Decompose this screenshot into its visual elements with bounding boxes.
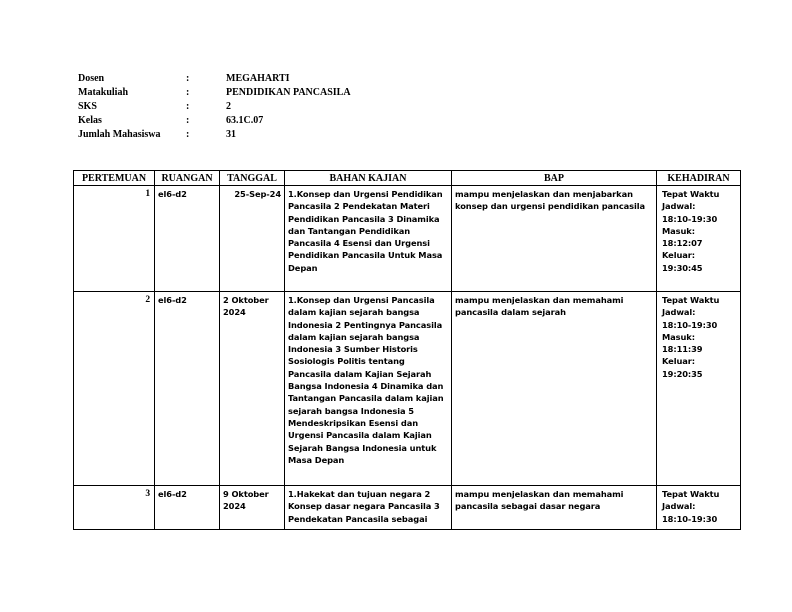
kehadiran-cell bbox=[657, 292, 741, 486]
info-value: 2 bbox=[226, 101, 231, 112]
info-label: Jumlah Mahasiswa bbox=[78, 129, 161, 140]
kehadiran-status: Tepat Waktu bbox=[662, 295, 720, 305]
bap-cell: mampu menjelaskan dan menjabarkan konsep dan urgensi pendidikan pancasila bbox=[452, 186, 657, 292]
ruangan-cell: el6-d2 bbox=[155, 292, 220, 486]
bap-cell: mampu menjelaskan dan memahami pancasila dalam sejarah bbox=[452, 292, 657, 486]
kehadiran-line: 18:10-19:30 bbox=[662, 513, 718, 524]
info-row-dosen bbox=[78, 72, 351, 86]
bahan-kajian-cell: 1.Hakekat dan tujuan negara 2 Konsep dasar negara Pancasila 3 Pendekatan Pancasila sebagai bbox=[285, 486, 452, 530]
column-header-tanggal: TANGGAL bbox=[220, 171, 285, 186]
table-row bbox=[74, 292, 741, 486]
bahan-kajian-cell: 1.Konsep dan Urgensi Pendidikan Pancasila 2 Pendekatan Materi Pendidikan Pancasila 3 Dinamika dan Tantangan Pendidikan Pancasila 4 Esensi dan Urgensi Pendidikan Pancasila Untuk Masa Depan bbox=[285, 186, 452, 292]
kehadiran-line: Jadwal: bbox=[662, 307, 696, 318]
table-row bbox=[74, 186, 741, 292]
info-value: 63.1C.07 bbox=[226, 115, 264, 126]
kehadiran-line: 19:30:45 bbox=[662, 262, 703, 273]
tanggal-cell: 2 Oktober 2024 bbox=[220, 292, 285, 486]
kehadiran-line: Keluar: bbox=[662, 356, 695, 367]
bap-cell: mampu menjelaskan dan memahami pancasila sebagai dasar negara bbox=[452, 486, 657, 530]
info-label: Kelas bbox=[78, 115, 102, 126]
course-info bbox=[78, 72, 351, 142]
info-row-kelas bbox=[78, 114, 351, 128]
kehadiran-line: Masuk: bbox=[662, 331, 695, 342]
kehadiran-line: 18:10-19:30 bbox=[662, 213, 718, 224]
pertemuan-cell: 3 bbox=[74, 486, 155, 530]
info-separator: : bbox=[186, 87, 190, 98]
kehadiran-status: Tepat Waktu bbox=[662, 489, 720, 499]
info-label: Matakuliah bbox=[78, 87, 129, 98]
ruangan-cell: el6-d2 bbox=[155, 486, 220, 530]
pertemuan-cell: 2 bbox=[74, 292, 155, 486]
info-separator: : bbox=[186, 129, 190, 140]
tanggal-cell: 9 Oktober 2024 bbox=[220, 486, 285, 530]
info-label: SKS bbox=[78, 101, 97, 112]
kehadiran-cell bbox=[657, 186, 741, 292]
column-header-bahan-kajian: BAHAN KAJIAN bbox=[285, 171, 452, 186]
info-row-matakuliah bbox=[78, 86, 351, 100]
bahan-kajian-cell: 1.Konsep dan Urgensi Pancasila dalam kajian sejarah bangsa Indonesia 2 Pentingnya Pancasila dalam kajian sejarah bangsa Indonesia 3 Sumber Historis Sosiologis Politis tentang Pancasila dalam Kajian Sejarah Bangsa Indonesia 4 Dinamika dan Tantangan Pancasila dalam kajian sejarah bangsa Indonesia 5 Mendeskripsikan Esensi dan Urgensi Pancasila dalam Kajian Sejarah Bangsa Indonesia untuk Masa Depan bbox=[285, 292, 452, 486]
pertemuan-cell: 1 bbox=[74, 186, 155, 292]
info-separator: : bbox=[186, 115, 190, 126]
column-header-kehadiran: KEHADIRAN bbox=[657, 171, 741, 186]
attendance-table bbox=[73, 170, 741, 530]
kehadiran-status: Tepat Waktu bbox=[662, 189, 720, 199]
column-header-pertemuan: PERTEMUAN bbox=[74, 171, 155, 186]
info-separator: : bbox=[186, 101, 190, 112]
info-separator: : bbox=[186, 73, 190, 84]
table-header-row bbox=[74, 171, 741, 186]
info-row-jumlah-mahasiswa bbox=[78, 128, 351, 142]
kehadiran-line: Jadwal: bbox=[662, 501, 696, 512]
ruangan-cell: el6-d2 bbox=[155, 186, 220, 292]
kehadiran-line: 19:20:35 bbox=[662, 368, 703, 379]
kehadiran-line: 18:12:07 bbox=[662, 238, 703, 249]
kehadiran-line: Jadwal: bbox=[662, 201, 696, 212]
column-header-bap: BAP bbox=[452, 171, 657, 186]
info-label: Dosen bbox=[78, 73, 105, 84]
info-value: MEGAHARTI bbox=[226, 73, 290, 84]
table-row bbox=[74, 486, 741, 530]
tanggal-cell: 25-Sep-24 bbox=[220, 186, 285, 292]
kehadiran-line: 18:11:39 bbox=[662, 344, 703, 355]
kehadiran-cell bbox=[657, 486, 741, 530]
kehadiran-line: Masuk: bbox=[662, 225, 695, 236]
info-row-sks bbox=[78, 100, 351, 114]
info-value: PENDIDIKAN PANCASILA bbox=[226, 87, 351, 98]
info-value: 31 bbox=[226, 129, 236, 140]
kehadiran-line: Keluar: bbox=[662, 250, 695, 261]
kehadiran-line: 18:10-19:30 bbox=[662, 319, 718, 330]
column-header-ruangan: RUANGAN bbox=[155, 171, 220, 186]
